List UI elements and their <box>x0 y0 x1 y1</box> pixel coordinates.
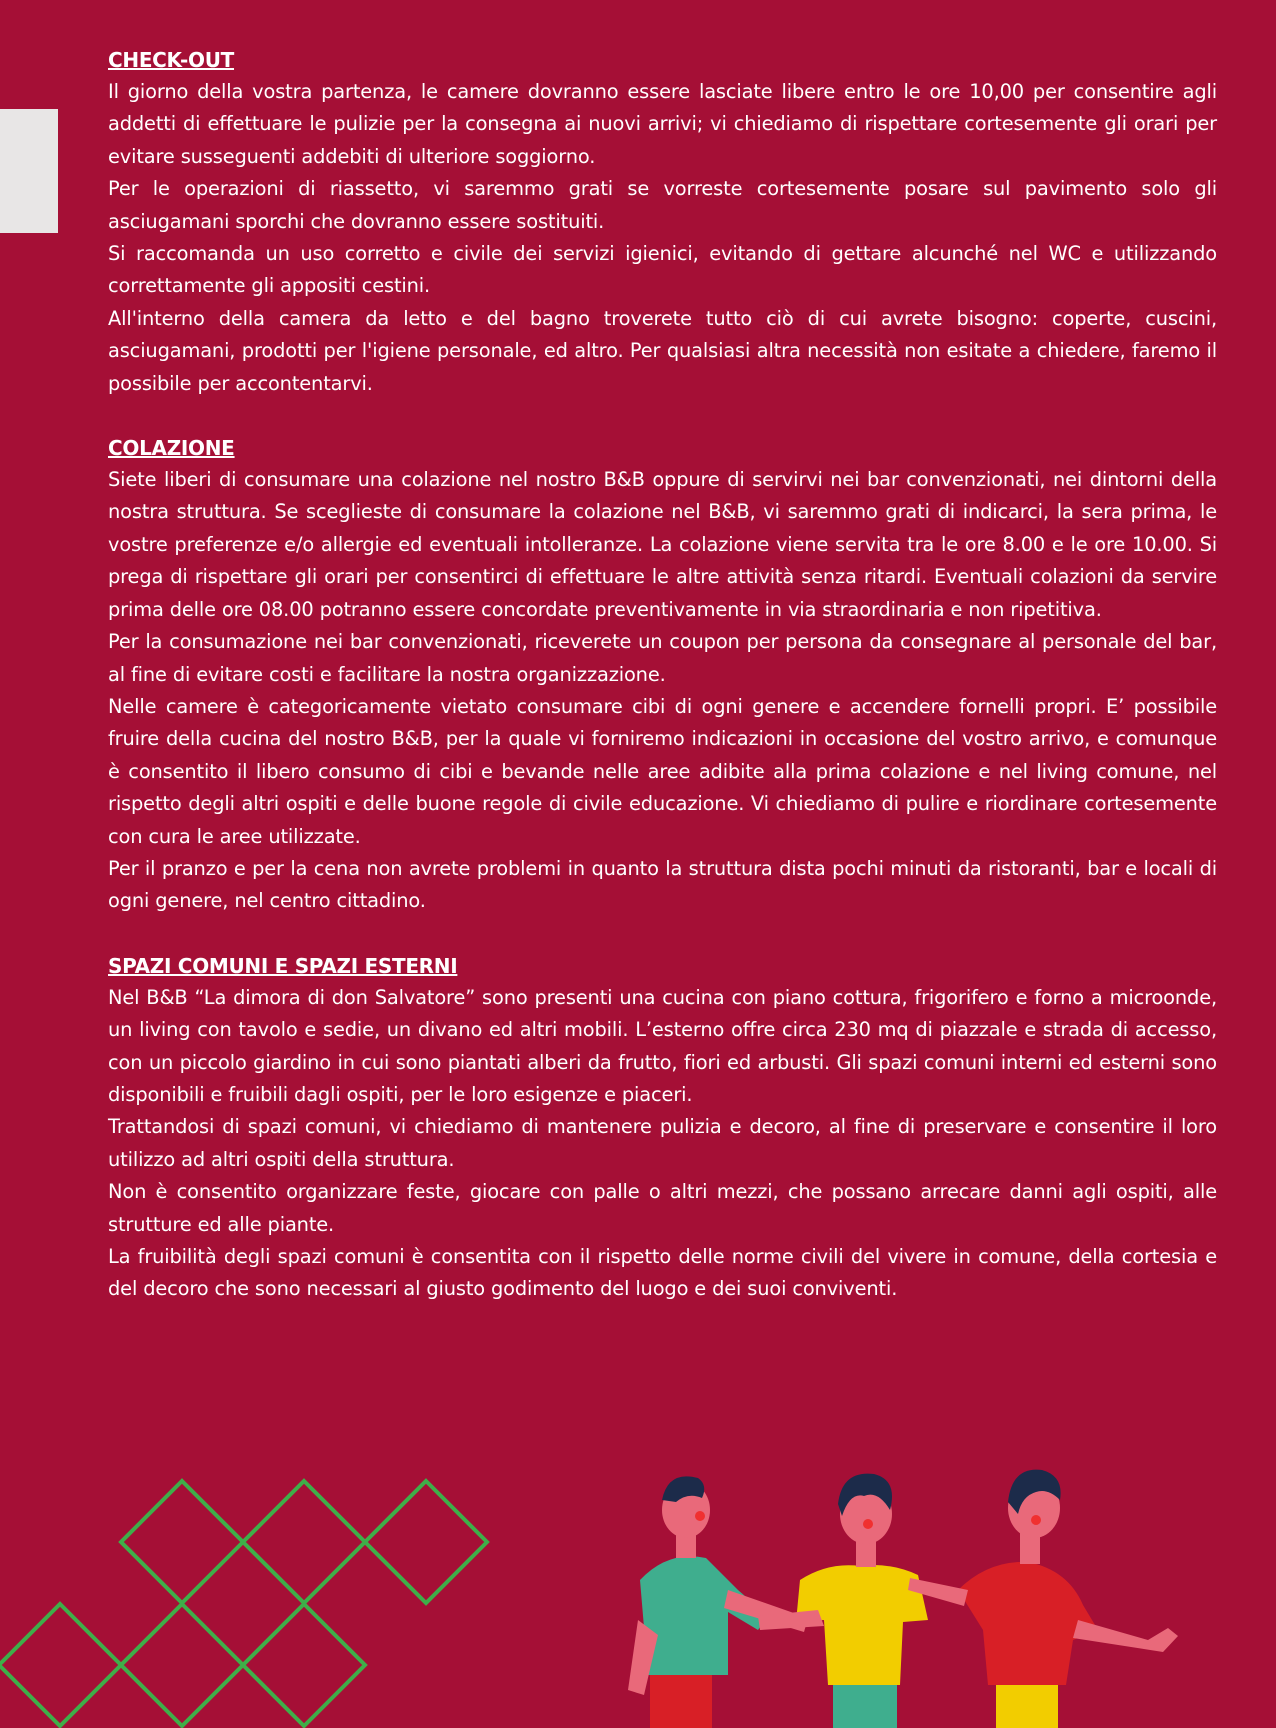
side-tab <box>0 109 58 233</box>
diamond-shape <box>121 1481 243 1603</box>
person-yellow-shirt <box>758 1474 928 1728</box>
paragraph: Trattandosi di spazi comuni, vi chiediamo di mantenere pulizia e decoro, al fine di preservare e consentire il loro utilizzo ad altri ospiti della struttura. <box>108 1115 1217 1171</box>
paragraph: La fruibilità degli spazi comuni è consentita con il rispetto delle norme civili del vivere in comune, della cortesia e del decoro che sono necessari al giusto godimento del luogo e dei suoi conviventi. <box>108 1245 1217 1301</box>
diamond-pattern-decoration <box>0 1470 500 1728</box>
section-title: COLAZIONE <box>108 436 235 461</box>
diamond-shape <box>243 1604 365 1726</box>
paragraph: Nelle camere è categoricamente vietato consumare cibi di ogni genere e accendere fornelli propri. E’ possibile fruire della cucina del nostro B&B, per la quale vi forniremo indicazioni in occasione del vostro arrivo, e comunque è consentito il libero consumo di cibi e bevande nelle aree adibite alla prima colazione e nel living comune, nel rispetto degli altri ospiti e delle buone regole di civile educazione. Vi chiediamo di pulire e riordinare cortesemente con cura le aree utilizzate. <box>108 694 1217 848</box>
paragraph: Siete liberi di consumare una colazione nel nostro B&B oppure di servirvi nei bar convenzionati, nei dintorni della nostra struttura. Se sceglieste di consumare la colazione nel B&B, vi saremmo grati di indicarci, la sera prima, le vostre preferenze e/o allergie ed eventuali intolleranze. La colazione viene servita tra le ore 8.00 e le ore 10.00. Si prega di rispettare gli orari per consentirci di effettuare le altre attività senza ritardi. Eventuali colazioni da servire prima delle ore 08.00 potranno essere concordate preventivamente in via straordinaria e non ripetitiva. <box>108 468 1217 621</box>
paragraph: Per il pranzo e per la cena non avrete problemi in quanto la struttura dista pochi minuti da ristoranti, bar e locali di ogni genere, nel centro cittadino. <box>108 856 1217 913</box>
diamond-shape <box>0 1604 121 1726</box>
section-check-out <box>108 44 1217 400</box>
document-body <box>108 44 1217 1338</box>
paragraph: Nel B&B “La dimora di don Salvatore” sono presenti una cucina con piano cottura, frigorifero e forno a microonde, un living con tavolo e sedie, un divano ed altri mobili. L’esterno offre circa 230 mq di piazzale e strada di accesso, con un piccolo giardino in cui sono piantati alberi da frutto, fiori ed arbusti. Gli spazi comuni interni ed esterni sono disponibili e fruibili dagli ospiti, per le loro esigenze e piaceri. <box>108 985 1217 1106</box>
paragraph: Non è consentito organizzare feste, giocare con palle o altri mezzi, che possano arrecare danni agli ospiti, alle strutture ed alle piante. <box>108 1180 1217 1236</box>
person-red-shirt <box>908 1470 1178 1728</box>
paragraph: Si raccomanda un uso corretto e civile dei servizi igienici, evitando di gettare alcunché nel WC e utilizzando correttamente gli appositi cestini. <box>108 242 1217 298</box>
diamond-shape <box>243 1481 365 1603</box>
paragraph: All'interno della camera da letto e del bagno troverete tutto ciò di cui avrete bisogno: coperte, cuscini, asciugamani, prodotti per l'igiene personale, ed altro. Per qualsiasi altra necessità non esitate a chiedere, faremo il possibile per accontentarvi. <box>108 306 1217 395</box>
paragraph: Per le operazioni di riassetto, vi saremmo grati se vorreste cortesemente posare sul pavimento solo gli asciugamani sporchi che dovranno essere sostituiti. <box>108 177 1217 233</box>
person-green-shirt <box>628 1476 808 1728</box>
section-spazi-comuni <box>108 950 1217 1306</box>
paragraph: Il giorno della vostra partenza, le camere dovranno essere lasciate libere entro le ore 10,00 per consentire agli addetti di effettuare le pulizie per la consegna ai nuovi arrivi; vi chiediamo di rispettare cortesemente gli orari per evitare susseguenti addebiti di ulteriore soggiorno. <box>108 80 1217 168</box>
friends-illustration <box>628 1440 1228 1728</box>
section-title: CHECK-OUT <box>108 48 235 72</box>
paragraph: Per la consumazione nei bar convenzionati, riceverete un coupon per persona da consegnare al personale del bar, al fine di evitare costi e facilitare la nostra organizzazione. <box>108 630 1217 686</box>
section-colazione <box>108 432 1217 918</box>
section-title: SPAZI COMUNI E SPAZI ESTERNI <box>108 953 458 978</box>
diamond-shape <box>121 1604 243 1726</box>
diamond-shape <box>365 1481 487 1603</box>
